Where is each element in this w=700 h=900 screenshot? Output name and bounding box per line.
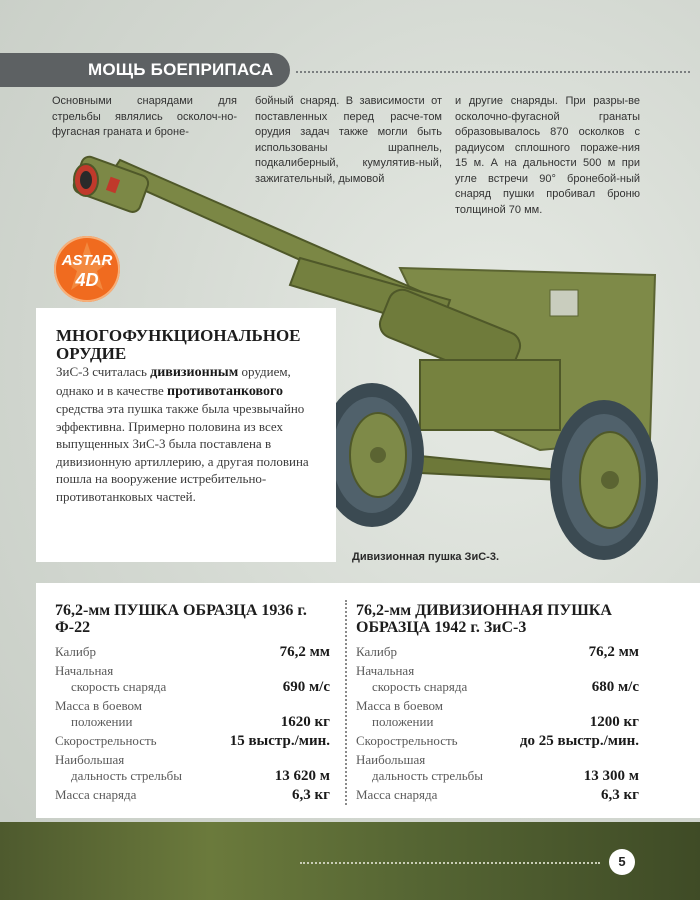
- section-title: МОЩЬ БОЕПРИПАСА: [88, 60, 274, 79]
- spec-f22-title: 76,2-мм ПУШКА ОБРАЗЦА 1936 г. Ф-22: [55, 602, 307, 636]
- logo-line-1: ASTAR: [61, 252, 113, 269]
- page-number: 5: [609, 849, 635, 875]
- image-caption: Дивизионная пушка ЗиС-3.: [352, 551, 499, 563]
- spec-label-line-1: Масса снаряда: [55, 787, 137, 802]
- shield-sight-window: [550, 290, 578, 316]
- spec-label-line-1: Калибр: [55, 644, 96, 659]
- info-text-3: средства эта пушка также была чрезвычайно эффективна. Примерно половина из всех выпущенных ЗиС-3 была поставлена в дивизионную артиллерию, а другая половина пошла на вооружение истребительно-противотанковых частей.: [56, 401, 309, 504]
- spec-row: [356, 663, 639, 695]
- spec-value: 1200 кг: [589, 714, 639, 730]
- spec-label-line-1: Наибольшая: [55, 752, 125, 767]
- spec-label-line-1: Масса снаряда: [356, 787, 438, 802]
- spec-zis3: [356, 602, 639, 806]
- info-text-1: ЗиС-3 считалась: [56, 364, 151, 379]
- spec-row: [55, 663, 330, 695]
- spec-row: [55, 698, 330, 730]
- spec-label-line-1: Начальная: [356, 663, 415, 678]
- spec-label-line-1: Скорострельность: [55, 733, 157, 748]
- spec-label: [55, 663, 166, 695]
- spec-label: [356, 752, 483, 784]
- intro-column-3: и другие снаряды. При разры-ве осколочно-фугасной гранаты образовывалось 870 осколков с радиусом сплошного пораже-ния 15 м. А на дальности 500 м при угле встречи 90° бронебой-ный снаряд пушки пробивал броню толщиной 70 мм.: [455, 95, 640, 216]
- spec-row: [356, 787, 639, 803]
- spec-label: [356, 787, 437, 803]
- info-text-2: орудием, однако и в качестве: [56, 364, 291, 398]
- info-heading: МНОГОФУНКЦИОНАЛЬНОЕ ОРУДИЕ: [56, 326, 301, 363]
- spec-value: 13 620 м: [274, 768, 330, 784]
- spec-row: [356, 752, 639, 784]
- spec-label-line-1: Масса в боевом: [356, 698, 444, 713]
- spec-f22: [55, 602, 330, 806]
- spec-value: 680 м/с: [591, 679, 639, 695]
- intro-column-2: бойный снаряд. В зависимости от поставленных перед расче-том орудия задач также могли быть использованы шрапнель, подкалиберный, кумулятив-ный, зажигательный, дымовой: [255, 95, 442, 185]
- spec-label: [356, 644, 397, 660]
- spec-label-line-1: Наибольшая: [356, 752, 426, 767]
- spec-row: [55, 787, 330, 803]
- logo-line-2: 4D: [75, 270, 99, 290]
- spec-label-line-2: положении: [71, 714, 133, 729]
- spec-label: [55, 752, 182, 784]
- info-body: [56, 363, 324, 505]
- spec-row: [55, 752, 330, 784]
- spec-row: [356, 698, 639, 730]
- info-bold-2: противотанкового: [167, 383, 284, 399]
- footer-dotted-rule: [300, 862, 600, 864]
- spec-label-line-2: положении: [372, 714, 434, 729]
- spec-label: [356, 733, 458, 749]
- info-bold-1: дивизионным: [150, 365, 239, 380]
- spec-label: [55, 787, 136, 803]
- spec-label: [356, 698, 443, 730]
- spec-value: 13 300 м: [583, 768, 639, 784]
- spec-row: [55, 644, 330, 660]
- spec-row: [356, 644, 639, 660]
- spec-label-line-2: скорость снаряда: [372, 679, 468, 694]
- footer-band: [0, 822, 700, 900]
- spec-label-line-1: Начальная: [55, 663, 114, 678]
- spec-label: [55, 698, 142, 730]
- spec-value: 1620 кг: [280, 714, 330, 730]
- spec-label-line-2: дальность стрельбы: [372, 768, 483, 783]
- gun-carriage: [420, 360, 560, 430]
- spec-label-line-1: Калибр: [356, 644, 397, 659]
- muzzle-brake: [72, 155, 151, 215]
- spec-label: [55, 733, 157, 749]
- spec-value: 6,3 кг: [292, 787, 330, 803]
- spec-row: [356, 733, 639, 749]
- spec-row: [55, 733, 330, 749]
- spec-value: 76,2 мм: [588, 644, 639, 660]
- spec-value: 76,2 мм: [279, 644, 330, 660]
- spec-divider: [345, 600, 347, 805]
- spec-value: до 25 выстр./мин.: [519, 733, 639, 749]
- spec-value: 6,3 кг: [601, 787, 639, 803]
- right-wheel: [550, 400, 658, 560]
- astar-4d-logo: [54, 236, 120, 302]
- spec-value: 690 м/с: [282, 679, 330, 695]
- spec-label-line-2: скорость снаряда: [71, 679, 167, 694]
- spec-zis3-title: 76,2-мм ДИВИЗИОННАЯ ПУШКА ОБРАЗЦА 1942 г. ЗиС-3: [356, 602, 612, 636]
- spec-label-line-2: дальность стрельбы: [71, 768, 182, 783]
- intro-column-1: Основными снарядами для стрельбы являлись осколоч-но-фугасная граната и броне-: [52, 95, 237, 138]
- spec-label: [55, 644, 96, 660]
- spec-value: 15 выстр./мин.: [229, 733, 330, 749]
- spec-label: [356, 663, 467, 695]
- spec-label-line-1: Скорострельность: [356, 733, 458, 748]
- spec-label-line-1: Масса в боевом: [55, 698, 143, 713]
